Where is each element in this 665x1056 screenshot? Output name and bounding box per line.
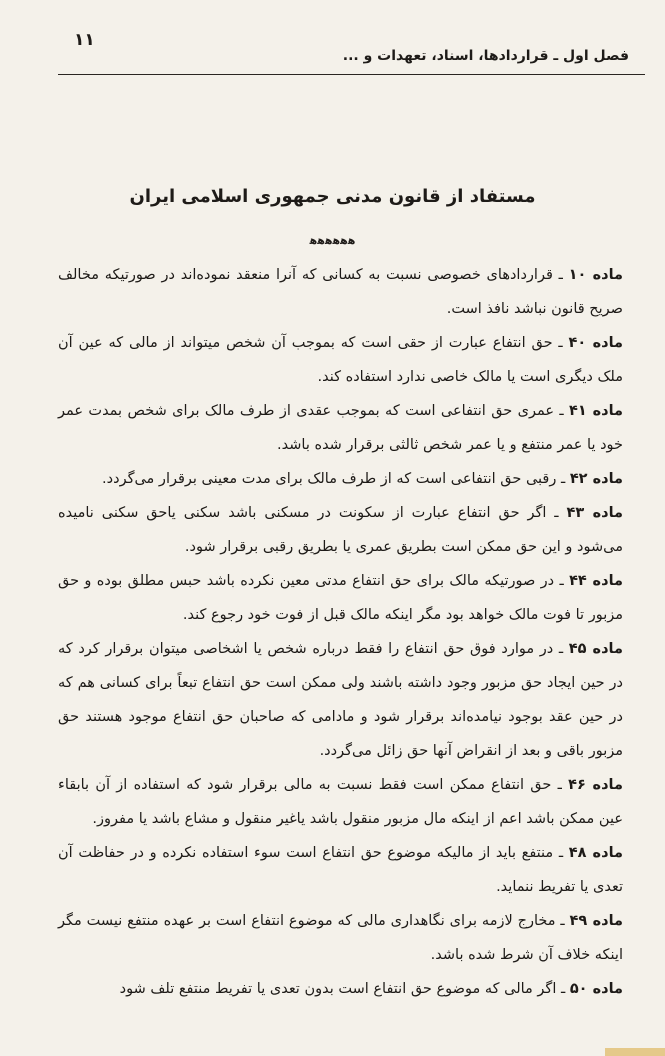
article-text: ـ قراردادهای خصوصی نسبت به کسانی که آنرا منعقد نموده‌اند در صورتیکه مخالف صریح قانون نباشد نافذ است. xyxy=(58,267,623,317)
article-number: ماده ۴۶ xyxy=(568,777,623,793)
article-number: ماده ۴۲ xyxy=(569,471,623,487)
article-number: ماده ۴۵ xyxy=(568,641,623,657)
article-text: ـ حق انتفاع ممکن است فقط نسبت به مالی برقرار شود که استفاده از آن بابقاء عین ممکن باشد اعم از اینکه مال مزبور منقول باشد یاغیر منقول و مشاع باشد یا مفروز. xyxy=(58,777,623,827)
article-number: ماده ۴۱ xyxy=(569,403,623,419)
article-text: ـ عمری حق انتفاعی است که بموجب عقدی از طرف مالک برای شخص بمدت عمر خود یا عمر منتفع و یا عمر شخص ثالثی برقرار شده باشد. xyxy=(58,403,623,453)
header-rule xyxy=(58,74,645,75)
article-number: ماده ۴۹ xyxy=(569,913,623,929)
article-number: ماده ۴۰ xyxy=(568,335,623,351)
article-text: ـ اگر مالی که موضوع حق انتفاع است بدون تعدی یا تفریط منتفع تلف شود xyxy=(119,981,570,997)
section-title: مستفاد از قانون مدنی جمهوری اسلامی ایران xyxy=(129,186,536,207)
page-number: ۱۱ xyxy=(74,30,95,50)
article-text: ـ منتفع باید از مالیکه موضوع حق انتفاع است سوء استفاده نکرده و در حفاظت آن تعدی یا تفریط ننماید. xyxy=(58,845,623,895)
article xyxy=(58,462,623,496)
article xyxy=(58,768,623,836)
article xyxy=(58,258,623,326)
article-number: ماده ۵۰ xyxy=(569,981,623,997)
paper-stain xyxy=(605,1048,665,1056)
article-text: ـ در موارد فوق حق انتفاع را فقط درباره شخص یا اشخاصی میتوان برقرار کرد که در حین ایجاد حق مزبور وجود داشته باشند ولی ممکن است حق انتفاع تبعاً برای کسانی هم که در حین عقد بوجود نیامده‌اند برقرار شود و مادامی که صاحبان حق انتفاع موجود هستند حق مزبور باقی و بعد از انقراض آنها حق زائل می‌گردد. xyxy=(58,641,623,759)
article xyxy=(58,904,623,972)
article xyxy=(58,632,623,768)
article xyxy=(58,836,623,904)
article-list xyxy=(58,258,623,1006)
article xyxy=(58,394,623,462)
article xyxy=(58,972,623,1006)
article-text: ـ رقبی حق انتفاعی است که از طرف مالک برای مدت معینی برقرار می‌گردد. xyxy=(102,471,570,487)
article-number: ماده ۴۳ xyxy=(566,505,623,521)
article-text: ـ مخارج لازمه برای نگاهداری مالی که موضوع انتفاع است بر عهده منتفع نیست مگر اینکه خلاف آن شرط شده باشد. xyxy=(58,913,623,963)
article-text: ـ در صورتیکه مالک برای حق انتفاع مدتی معین نکرده باشد حبس مطلق بوده و حق مزبور تا فوت مالک خواهد بود مگر اینکه مالک قبل از فوت خود رجوع کند. xyxy=(58,573,623,623)
article xyxy=(58,326,623,394)
article-number: ماده ۴۴ xyxy=(569,573,623,589)
article-number: ماده ۱۰ xyxy=(568,267,623,283)
article xyxy=(58,564,623,632)
article-number: ماده ۴۸ xyxy=(568,845,623,861)
running-header: فصل اول ـ قراردادها، اسناد، تعهدات و ... xyxy=(342,48,629,64)
article-text: ـ حق انتفاع عبارت از حقی است که بموجب آن شخص میتواند از مالی که عین آن ملک دیگری است یا مالک خاصی ندارد استفاده کند. xyxy=(58,335,623,385)
article xyxy=(58,496,623,564)
ornament-divider: ﻫﻫﻫﻫﻫﻫ xyxy=(309,234,356,247)
article-text: ـ اگر حق انتفاع عبارت از سکونت در مسکنی باشد سکنی یاحق سکنی نامیده می‌شود و این حق ممکن است بطریق عمری یا بطریق رقبی برقرار شود. xyxy=(58,505,623,555)
